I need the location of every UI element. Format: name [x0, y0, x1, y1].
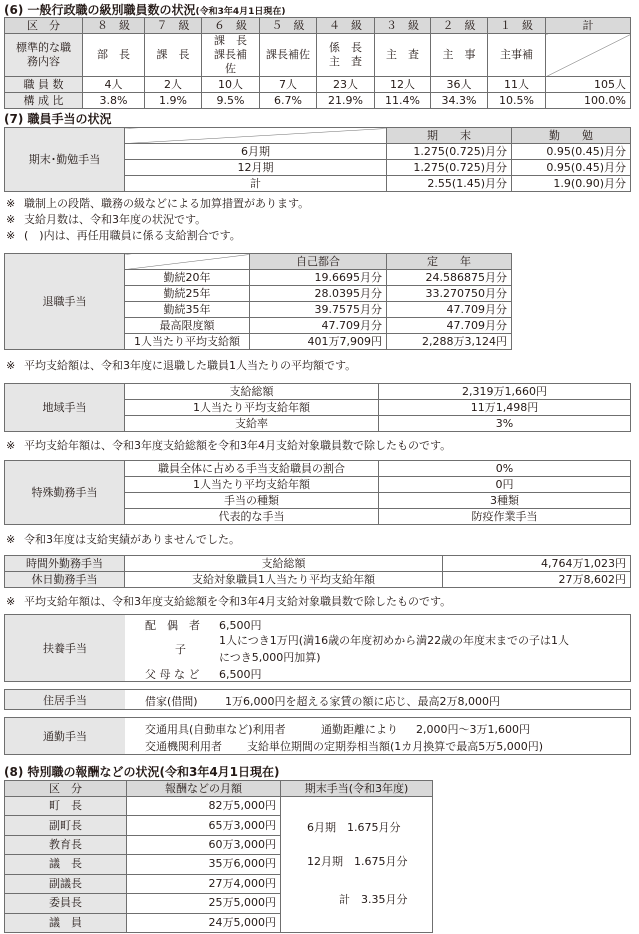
table-row: 手当の種類 3種類 [5, 493, 631, 509]
table-row: 勤続20年 19.6695月分 24.586875月分 [5, 270, 631, 286]
table-row: 議 長 35万6,000円 [5, 855, 433, 874]
bonus-total: 計 3.35月分 [339, 893, 408, 906]
table-row: 時間外勤務手当 支給総額 4,764万1,023円 [5, 556, 631, 572]
parent-value: 6,500円 [219, 668, 262, 681]
table-row: 支給率 3% [5, 416, 631, 432]
note: ※ 支給月数は、令和3年度の状況です。 [6, 213, 207, 226]
section6-title: (6) 一般行政職の級別職員数の状況(令和3年4月1日現在) [4, 3, 286, 17]
housing-value: 1万6,000円を超える家賃の額に応じ、最高2万8,000円 [225, 695, 500, 708]
dependent-allowance: 扶養手当 配 偶 者 6,500円 子 1人につき1万円(満16歳の年度初めから満22歳の年度末までの子は1人 につき5,000円加算) 父 母 な ど 6,500円 [4, 614, 631, 682]
note: ※ 令和3年度は支給実績がありませんでした。 [6, 533, 240, 546]
table-row: 代表的な手当 防疫作業手当 [5, 509, 631, 525]
spouse-label: 配 偶 者 [145, 619, 200, 632]
parent-label: 父 母 な ど [145, 668, 200, 681]
child-value-cont: につき5,000円加算) [219, 651, 321, 664]
table-row: 1人当たり平均支給額 401万7,909円 2,288万3,124円 [5, 334, 631, 350]
bonus-december: 12月期 1.675月分 [307, 855, 408, 868]
commute-allowance: 通勤手当 交通用具(自動車など)利用者 通勤距離により 2,000円～3万1,600円 交通機関利用者 支給単位期間の定期券相当額(1カ月換算で最高5万5,000円) [4, 717, 631, 755]
note: ※ ( )内は、再任用職員に係る支給割合です。 [6, 229, 241, 242]
commute-transit-value: 支給単位期間の定期券相当額(1カ月換算で最高5万5,000円) [247, 740, 544, 753]
ratio-row: 構 成 比 3.8% 1.9% 9.5% 6.7% 21.9% 11.4% 34.3% 10.5% 100.0% [5, 93, 631, 109]
grade-header-row: 区 分 ８ 級 ７ 級 ６ 級 ５ 級 ４ 級 ３ 級 ２ 級 １ 級 計 [5, 18, 631, 34]
commute-vehicle-label: 交通用具(自動車など)利用者 [145, 723, 286, 736]
grade-table [4, 17, 631, 109]
duty-row: 標準的な職務内容 部 長 課 長 課 長 課長補佐 課長補佐 係 長 主 査 主 査 主 事 主事補 [5, 34, 631, 77]
bonus-june: 6月期 1.675月分 [307, 821, 401, 834]
table-row: 教育長 60万3,000円 [5, 835, 433, 854]
section7-title: (7) 職員手当の状況 [4, 112, 112, 126]
note: ※ 平均支給年額は、令和3年度支給総額を令和3年4月支給対象職員数で除したものです。 [6, 595, 452, 608]
table-row: 地域手当 支給総額 2,319万1,660円 [5, 384, 631, 400]
table-row: 副町長 65万3,000円 [5, 816, 433, 835]
table-row: 計 2.55(1.45)月分 1.9(0.90)月分 [5, 176, 631, 192]
regional-table [4, 383, 631, 432]
commute-vehicle-value: 2,000円～3万1,600円 [416, 723, 530, 736]
commute-transit-label: 交通機関利用者 [145, 740, 222, 753]
commute-distance-label: 通勤距離により [321, 723, 398, 736]
overtime-table [4, 555, 631, 588]
table-row: 勤続35年 39.7575月分 47.709月分 [5, 302, 631, 318]
section8-title: (8) 特別職の報酬などの状況(令和3年4月1日現在) [4, 765, 280, 779]
table-row: 委員長 25万5,000円 [5, 894, 433, 913]
table-row: 勤続25年 28.0395月分 33.270750月分 [5, 286, 631, 302]
table-row: 1人当たり平均支給年額 11万1,498円 [5, 400, 631, 416]
staff-count-row: 職 員 数 4人 2人 10人 7人 23人 12人 36人 11人 105人 [5, 77, 631, 93]
table-row: 休日勤務手当 支給対象職員1人当たり平均支給年額 27万8,602円 [5, 572, 631, 588]
housing-allowance: 住居手当 借家(借間) 1万6,000円を超える家賃の額に応じ、最高2万8,000円 [4, 689, 631, 710]
table-row: 特殊勤務手当 職員全体に占める手当支給職員の割合 0% [5, 461, 631, 477]
retirement-table: 退職手当 自己都合 定 年 勤続20年 19.6695月分 24.586875月分 勤続25年 28.0395月分 33.270750月分 勤続35年 39.7575月分 47.709月分 最高限度額 47.709月分 47.709月分 1人当たり平均支給額 401万7,909円 2,288万3,124円 [4, 253, 631, 350]
table-row: 1人当たり平均支給年額 0円 [5, 477, 631, 493]
note: ※ 平均支給額は、令和3年度に退職した職員1人当たりの平均額です。 [6, 359, 357, 372]
special-duty-table [4, 460, 631, 525]
note: ※ 職制上の段階、職務の級などによる加算措置があります。 [6, 197, 310, 210]
bonus-table: 期末･勤勉手当 期 末 勤 勉 6月期 1.275(0.725)月分 0.95(0.45)月分 12月期 1.275(0.725)月分 0.95(0.45)月分 計 2.55(1.45)月分 1.9(0.90)月分 [4, 127, 631, 192]
child-label: 子 [175, 643, 186, 656]
table-row: 町 長 82万5,000円 6月期 1.675月分 12月期 1.675月分 計 3.35月分 [5, 797, 433, 816]
table-row: 議 員 24万5,000円 [5, 913, 433, 932]
housing-type: 借家(借間) [145, 695, 198, 708]
table-row: 6月期 1.275(0.725)月分 0.95(0.45)月分 [5, 144, 631, 160]
child-value: 1人につき1万円(満16歳の年度初めから満22歳の年度末までの子は1人 [219, 634, 570, 647]
spouse-value: 6,500円 [219, 619, 262, 632]
note: ※ 平均支給年額は、令和3年度支給総額を令和3年4月支給対象職員数で除したものです。 [6, 439, 452, 452]
table-row: 副議長 27万4,000円 [5, 874, 433, 893]
special-official-table: 区 分 報酬などの月額 期末手当(令和3年度) 町 長 82万5,000円 6月期 1.675月分 12月期 1.675月分 計 3.35月分 副町長 65万3,000円 教育長 60万3,000円 議 長 35万6,000円 副議長 27万4,000円 委員長 25万5,000円 議 員 24万5,000円 [4, 780, 433, 933]
table-row: 12月期 1.275(0.725)月分 0.95(0.45)月分 [5, 160, 631, 176]
table-row: 最高限度額 47.709月分 47.709月分 [5, 318, 631, 334]
